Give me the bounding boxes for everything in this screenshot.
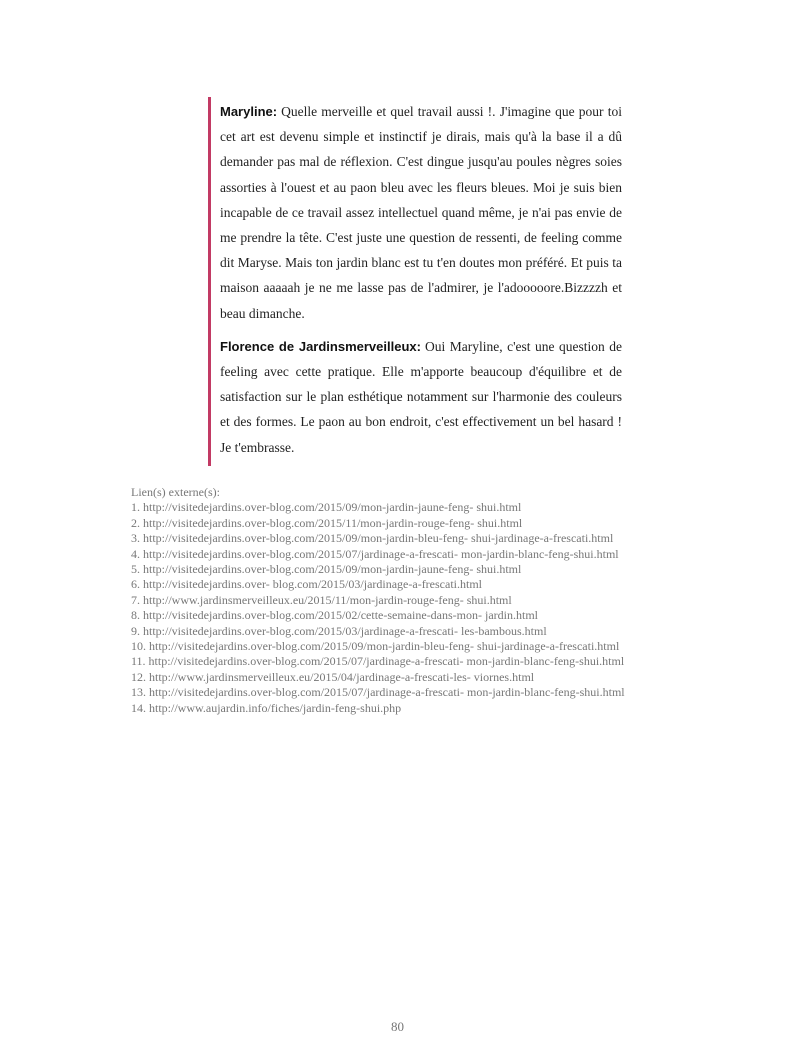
comment-florence-reply <box>220 334 622 460</box>
external-link[interactable]: 5. http://visitedejardins.over-blog.com/2015/09/mon-jardin-jaune-feng- shui.html <box>131 562 522 577</box>
external-link[interactable]: 13. http://visitedejardins.over-blog.com/2015/07/jardinage-a-frescati- mon-jardin-blanc-feng-shui.html <box>131 685 625 700</box>
external-link[interactable]: 4. http://visitedejardins.over-blog.com/2015/07/jardinage-a-frescati- mon-jardin-blanc-feng-shui.html <box>131 546 619 561</box>
external-link[interactable]: 7. http://www.jardinsmerveilleux.eu/2015/11/mon-jardin-rouge-feng- shui.html <box>131 592 512 607</box>
external-link[interactable]: 3. http://visitedejardins.over-blog.com/2015/09/mon-jardin-bleu-feng- shui-jardinage-a-frescati.html <box>131 531 614 546</box>
external-link[interactable]: 14. http://www.aujardin.info/fiches/jardin-feng-shui.php <box>131 700 402 715</box>
external-links-title: Lien(s) externe(s): <box>131 485 220 499</box>
external-link[interactable]: 9. http://visitedejardins.over-blog.com/2015/03/jardinage-a-frescati- les-bambous.html <box>131 623 547 638</box>
external-link[interactable]: 8. http://visitedejardins.over-blog.com/2015/02/cette-semaine-dans-mon- jardin.html <box>131 608 538 623</box>
external-link[interactable]: 12. http://www.jardinsmerveilleux.eu/2015/04/jardinage-a-frescati-les- viornes.html <box>131 669 535 684</box>
comment-thread <box>208 97 622 466</box>
external-link[interactable]: 2. http://visitedejardins.over-blog.com/2015/11/mon-jardin-rouge-feng- shui.html <box>131 515 523 530</box>
external-link[interactable]: 10. http://visitedejardins.over-blog.com/2015/09/mon-jardin-bleu-feng- shui-jardinage-a-frescati.html <box>131 639 620 654</box>
external-link[interactable]: 1. http://visitedejardins.over-blog.com/2015/09/mon-jardin-jaune-feng- shui.html <box>131 500 522 515</box>
comment-text: Quelle merveille et quel travail aussi !. J'imagine que pour toi cet art est devenu simple et instinctif je dirais, mais qu'à la base il a dû demander pas mal de réflexion. C'est dingue jusqu'au poules nègres soies assorties à l'ouest et au paon bleu avec les fleurs bleues. Moi je suis bien incapable de ce travail assez intellectuel quand même, je n'ai pas envie de me prendre la tête. C'est juste une question de ressenti, de feeling comme dit Maryse. Mais ton jardin blanc est tu t'en doutes mon préféré. Et puis ta maison aaaaah je ne me lasse pas de l'admirer, je l'adooooore.Bizzzzh et beau dimanche. <box>220 104 622 321</box>
external-links <box>131 485 731 716</box>
comment-maryline <box>220 97 622 326</box>
external-link[interactable]: 6. http://visitedejardins.over- blog.com/2015/03/jardinage-a-frescati.html <box>131 577 482 592</box>
external-link[interactable]: 11. http://visitedejardins.over-blog.com/2015/07/jardinage-a-frescati- mon-jardin-blanc-feng-shui.html <box>131 654 625 669</box>
page-number: 80 <box>391 1019 404 1034</box>
comment-author: Florence de Jardinsmerveilleux: <box>220 338 421 354</box>
comment-text: Oui Maryline, c'est une question de feeling avec cette pratique. Elle m'apporte beaucoup d'équilibre et de satisfaction sur le plan esthétique notamment sur l'harmonie des couleurs et des formes. Le paon au bon endroit, c'est effectivement un bel hasard ! Je t'embrasse. <box>220 338 623 455</box>
external-links-list <box>131 500 731 716</box>
comment-author: Maryline: <box>220 104 278 119</box>
